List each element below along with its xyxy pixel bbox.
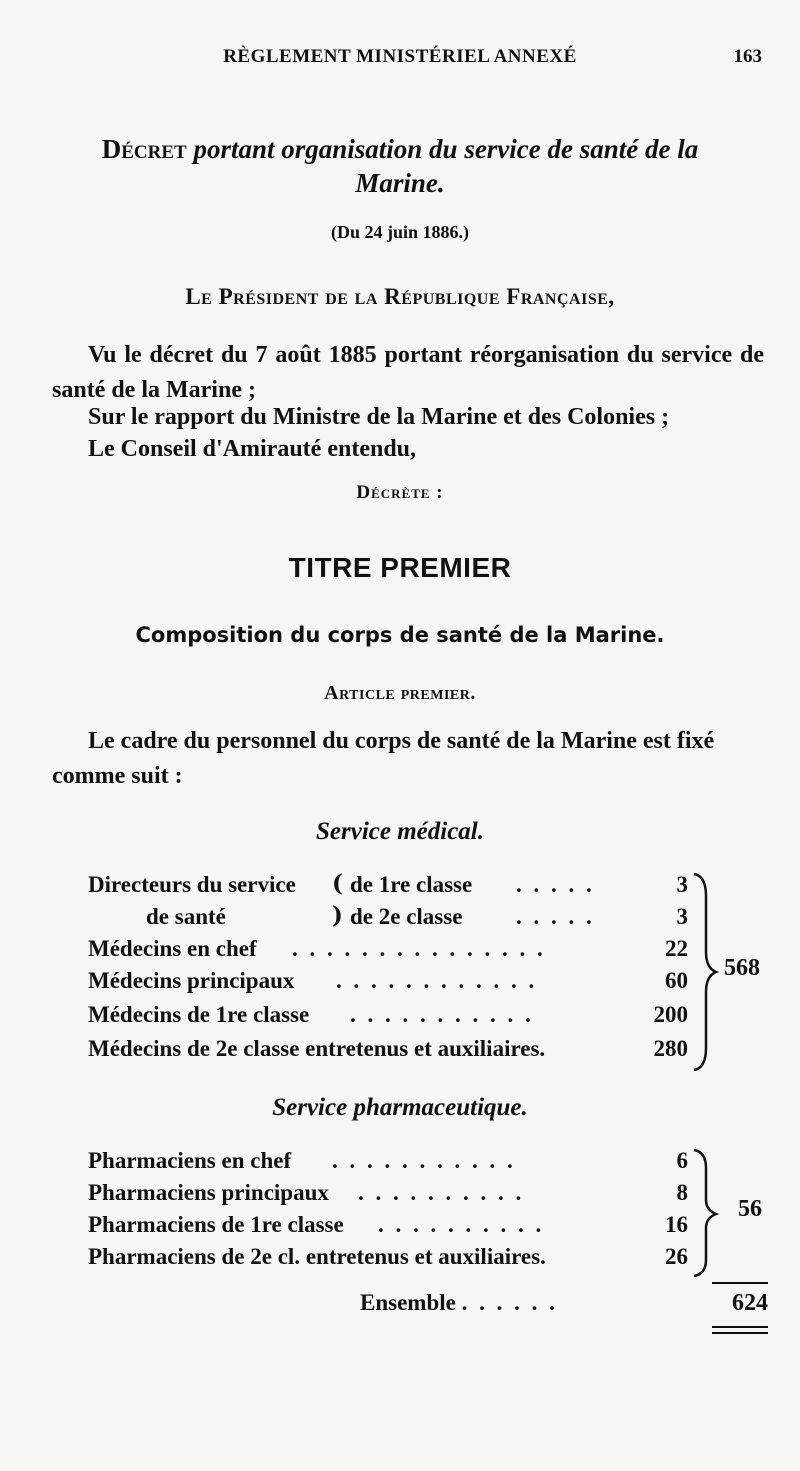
row-label: Pharmaciens de 1re classe bbox=[88, 1212, 344, 1237]
service-pharma-heading: Service pharmaceutique. bbox=[272, 1094, 528, 1121]
decrete-heading: Décrète : bbox=[356, 482, 444, 503]
decree-date: (Du 24 juin 1886.) bbox=[330, 222, 469, 242]
article-heading: Article premier. bbox=[324, 682, 476, 704]
row-value: 16 bbox=[665, 1212, 688, 1237]
double-rule-bottom bbox=[712, 1332, 768, 1334]
decree-title-line2: Marine. bbox=[355, 168, 445, 198]
page-number: 163 bbox=[733, 46, 762, 67]
leader-dots: . . . . . . . . . . . . bbox=[336, 968, 538, 993]
row-label: Médecins principaux bbox=[88, 968, 295, 993]
leader-dots: . . . . . . . . . . . . . . . bbox=[292, 936, 546, 961]
row-value: 22 bbox=[665, 936, 688, 961]
table-row bbox=[88, 872, 688, 904]
sum-rule bbox=[712, 1282, 768, 1284]
paragraph-vu: Vu le décret du 7 août 1885 portant réorganisation du service de santé de la Marine ; bbox=[52, 342, 764, 403]
row-value: 8 bbox=[676, 1180, 688, 1205]
header-title: RÈGLEMENT MINISTÉRIEL ANNEXÉ bbox=[223, 46, 577, 67]
titre-heading: TITRE PREMIER bbox=[288, 552, 512, 583]
double-rule-top bbox=[712, 1326, 768, 1328]
table-row bbox=[88, 1148, 688, 1180]
row-label: Médecins de 1re classe bbox=[88, 1002, 310, 1027]
row-value: 3 bbox=[676, 872, 688, 897]
row-class: de 2e classe bbox=[350, 904, 463, 929]
right-brace-pharma bbox=[690, 1148, 720, 1278]
leader-dots: . . . . . bbox=[516, 872, 595, 897]
table-row bbox=[88, 1002, 688, 1034]
service-medical-heading: Service médical. bbox=[316, 818, 484, 845]
ensemble-label bbox=[360, 1290, 558, 1316]
ensemble-text: Ensemble bbox=[360, 1290, 456, 1315]
table-row bbox=[88, 1180, 688, 1212]
row-value: 3 bbox=[676, 904, 688, 929]
row-value: 200 bbox=[653, 1002, 688, 1027]
leader-dots: . . . . . . bbox=[461, 1290, 558, 1315]
row-label: Médecins en chef bbox=[88, 936, 257, 961]
table-row bbox=[88, 1244, 688, 1276]
row-class: de 1re classe bbox=[350, 872, 473, 897]
row-label: Pharmaciens de 2e cl. entretenus et auxiliaires. bbox=[88, 1244, 546, 1269]
row-label: Directeurs du service bbox=[88, 872, 296, 897]
paragraph-sur: Sur le rapport du Ministre de la Marine et des Colonies ; bbox=[88, 404, 670, 430]
leader-dots: . . . . . . . . . . bbox=[378, 1212, 545, 1237]
row-label: Pharmaciens principaux bbox=[88, 1180, 329, 1205]
row-value: 6 bbox=[676, 1148, 688, 1173]
row-label: de santé bbox=[146, 904, 226, 929]
small-brace-bottom: ) bbox=[332, 902, 343, 929]
decree-title bbox=[0, 132, 800, 200]
small-brace-top: ( bbox=[332, 870, 343, 897]
paragraph-cadre: Le cadre du personnel du corps de santé de la Marine est fixé comme suit : bbox=[52, 728, 715, 789]
paragraph-conseil: Le Conseil d'Amirauté entendu, bbox=[88, 436, 417, 462]
pharma-total: 56 bbox=[738, 1196, 762, 1222]
table-row bbox=[88, 968, 688, 1000]
table-row bbox=[88, 904, 688, 936]
row-label: Médecins de 2e classe entretenus et auxiliaires. bbox=[88, 1036, 546, 1061]
leader-dots: . . . . . . . . . . . bbox=[350, 1002, 534, 1027]
right-brace-medical bbox=[690, 872, 720, 1072]
table-row bbox=[88, 1036, 688, 1068]
composition-heading: Composition du corps de santé de la Marine. bbox=[135, 623, 665, 647]
table-row bbox=[88, 936, 688, 968]
decree-lead: Décret bbox=[101, 134, 187, 164]
row-value: 280 bbox=[653, 1036, 688, 1061]
row-label: Pharmaciens en chef bbox=[88, 1148, 292, 1173]
row-value: 26 bbox=[665, 1244, 688, 1269]
ensemble-value: 624 bbox=[732, 1290, 768, 1316]
row-value: 60 bbox=[665, 968, 688, 993]
leader-dots: . . . . . bbox=[516, 904, 595, 929]
president-heading: Le Président de la République Française, bbox=[185, 284, 615, 309]
table-row bbox=[88, 1212, 688, 1244]
leader-dots: . . . . . . . . . . . bbox=[332, 1148, 516, 1173]
leader-dots: . . . . . . . . . . bbox=[358, 1180, 525, 1205]
decree-title-rest: portant organisation du service de santé de la bbox=[193, 134, 699, 164]
medical-total: 568 bbox=[724, 955, 760, 981]
